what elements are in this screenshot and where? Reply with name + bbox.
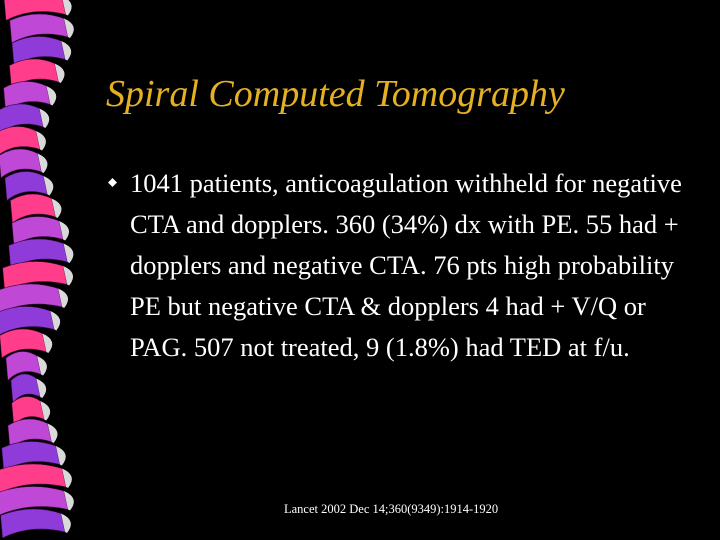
citation: Lancet 2002 Dec 14;360(9349):1914-1920 <box>284 502 499 516</box>
bullet-text: 1041 patients, anticoagulation withheld for negative CTA and dopplers. 360 (34%) dx with PE. 55 had + dopplers and negative CTA. 76 pts high probability PE but negative CTA & dopplers 4 had + V/Q or PAG. 507 not treated, 9 (1.8%) had TED at f/u. <box>130 168 682 362</box>
diamond-bullet-icon <box>108 178 117 187</box>
slide-title: Spiral Computed Tomography <box>106 73 565 115</box>
ribbon-segment <box>1 509 66 538</box>
decorative-spiral-ribbon <box>0 0 90 540</box>
